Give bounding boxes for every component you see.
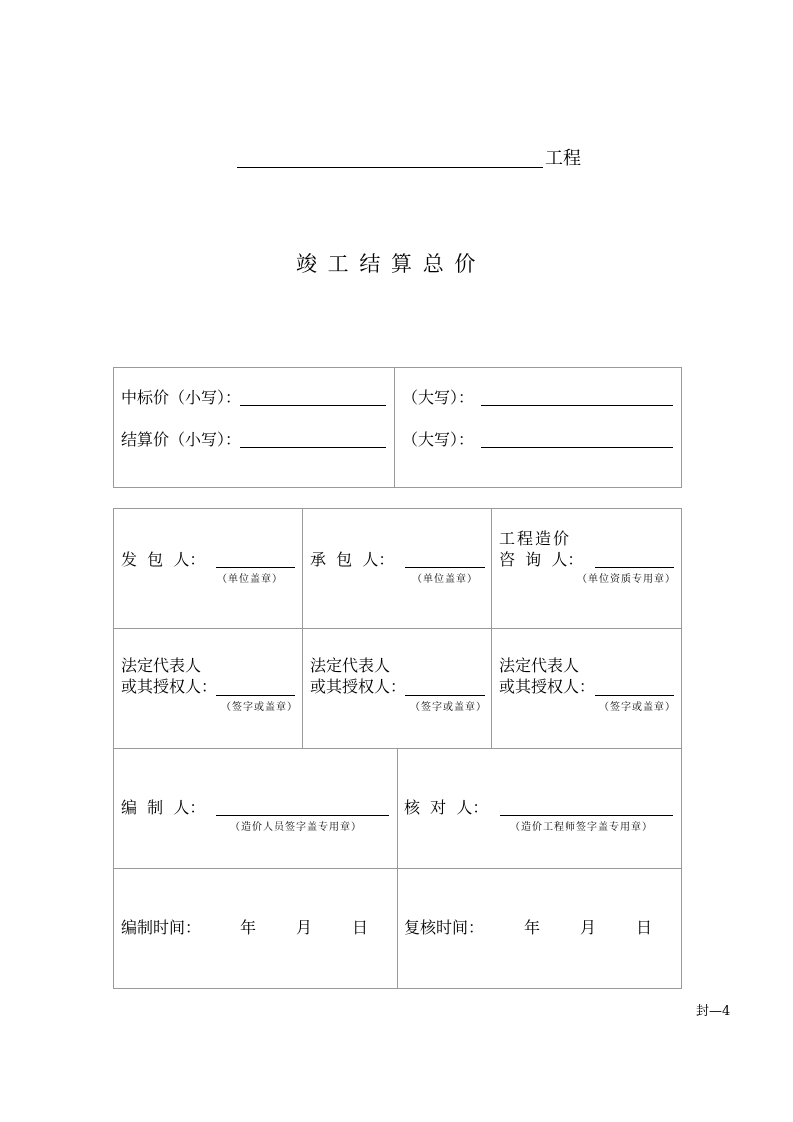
bid-price-small-label: 中标价（小写）： (121, 388, 242, 407)
settle-price-large-field[interactable] (481, 447, 673, 448)
checker-label: 核 对 人： (404, 798, 489, 817)
settle-price-large-label: （大写）： (402, 430, 475, 449)
contractor-field[interactable] (405, 567, 485, 568)
contractor-rep-line2: 或其授权人： (310, 677, 407, 696)
contractor-note: （单位盖章） (412, 574, 478, 585)
employer-field[interactable] (216, 567, 295, 568)
compile-year: 年 (240, 918, 257, 937)
col-divider-1 (302, 508, 303, 748)
checker-field[interactable] (500, 815, 673, 816)
checker-note: （造价工程师签字盖专用章） (510, 822, 653, 833)
employer-label: 发 包 人： (121, 550, 206, 569)
settle-price-small-label: 结算价（小写）： (121, 430, 242, 449)
compile-month: 月 (296, 918, 313, 937)
consultant-label-line2: 咨 询 人： (499, 550, 584, 569)
consultant-rep-line1: 法定代表人 (499, 656, 580, 675)
employer-rep-field[interactable] (216, 695, 295, 696)
employer-rep-note: （签字或盖章） (221, 702, 298, 713)
price-box (113, 367, 682, 488)
compiler-note: （造价人员签字盖专用章） (230, 822, 362, 833)
col-divider-2 (491, 508, 492, 748)
project-name-line[interactable] (237, 167, 543, 168)
employer-rep-line2: 或其授权人： (121, 677, 218, 696)
review-month: 月 (580, 918, 597, 937)
contractor-label: 承 包 人： (310, 550, 395, 569)
compile-day: 日 (352, 918, 369, 937)
employer-note: （单位盖章） (217, 574, 283, 585)
bid-price-large-label: （大写）： (402, 388, 475, 407)
project-suffix: 工程 (545, 148, 581, 169)
row-divider-1 (113, 628, 682, 629)
compiler-label: 编 制 人： (121, 798, 206, 817)
bid-price-small-field[interactable] (240, 405, 386, 406)
col-divider-3 (397, 748, 398, 989)
consultant-label-line1: 工程造价 (499, 529, 572, 548)
consultant-rep-note: （签字或盖章） (599, 702, 676, 713)
review-day: 日 (636, 918, 653, 937)
price-box-divider (394, 367, 395, 488)
page-code: 封—4 (696, 1004, 731, 1019)
consultant-field[interactable] (595, 567, 674, 568)
contractor-rep-note: （签字或盖章） (410, 702, 487, 713)
review-year: 年 (524, 918, 541, 937)
employer-rep-line1: 法定代表人 (121, 656, 202, 675)
consultant-note: （单位资质专用章） (577, 574, 676, 585)
review-time-label: 复核时间： (404, 918, 485, 937)
page-title: 竣 工 结 算 总 价 (296, 252, 478, 276)
compile-time-label: 编制时间： (121, 918, 202, 937)
compiler-field[interactable] (216, 815, 389, 816)
bid-price-large-field[interactable] (481, 405, 673, 406)
settle-price-small-field[interactable] (240, 447, 386, 448)
contractor-rep-field[interactable] (405, 695, 485, 696)
consultant-rep-line2: 或其授权人： (499, 677, 596, 696)
consultant-rep-field[interactable] (595, 695, 674, 696)
contractor-rep-line1: 法定代表人 (310, 656, 391, 675)
